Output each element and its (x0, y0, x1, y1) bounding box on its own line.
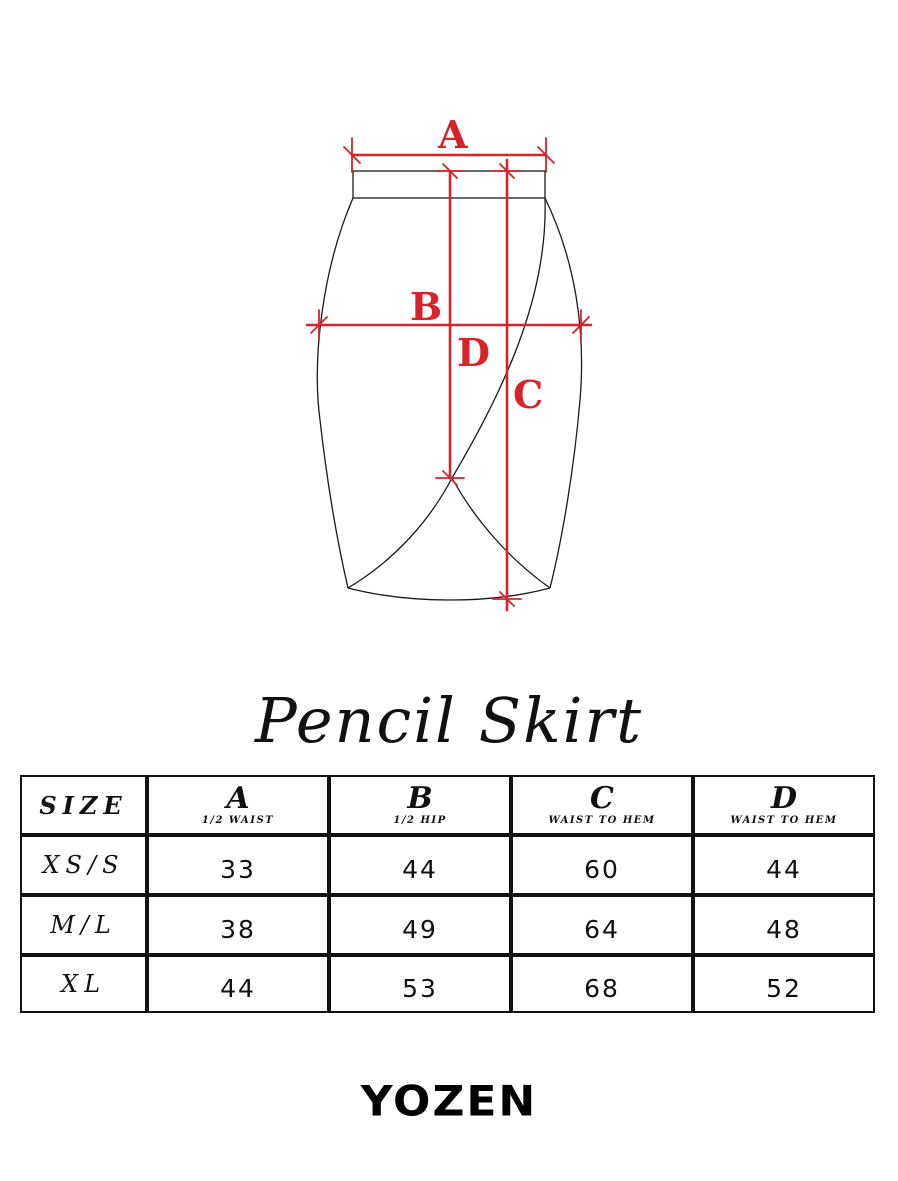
column-c-desc: WAIST TO HEM (548, 814, 656, 826)
cell-value: 38 (147, 895, 329, 955)
cell-value: 53 (329, 955, 511, 1013)
column-header-a (147, 775, 329, 835)
size-chart-table (20, 775, 875, 1013)
column-d-desc: WAIST TO HEM (730, 814, 838, 826)
brand-logo: YOZEN (360, 1077, 538, 1126)
column-header-d (693, 775, 875, 835)
wrap-line-left (348, 478, 452, 588)
size-column-header (20, 775, 147, 835)
column-b-letter: B (407, 780, 433, 816)
cell-value: 64 (511, 895, 693, 955)
row-size-label: XS/S (20, 835, 147, 895)
cell-value: 48 (693, 895, 875, 955)
cell-value: 44 (147, 955, 329, 1013)
column-a-letter: A (226, 780, 250, 816)
row-size-label: XL (20, 955, 147, 1013)
column-c-letter: C (590, 780, 614, 816)
label-d: D (457, 330, 490, 375)
column-b-desc: 1/2 HIP (393, 814, 447, 826)
cell-value: 60 (511, 835, 693, 895)
label-c: C (513, 372, 544, 417)
column-header-c (511, 775, 693, 835)
label-b: B (410, 284, 443, 329)
cell-value: 49 (329, 895, 511, 955)
measure-a-waist (344, 112, 554, 172)
table-row (20, 835, 875, 895)
label-a: A (438, 112, 468, 157)
table-row (20, 955, 875, 1013)
measure-c (493, 160, 543, 610)
wrap-line-right (452, 478, 550, 588)
table-header-row (20, 775, 875, 835)
cell-value: 52 (693, 955, 875, 1013)
cell-value: 33 (147, 835, 329, 895)
skirt-left-side (317, 198, 353, 588)
column-header-b (329, 775, 511, 835)
cell-value: 44 (329, 835, 511, 895)
row-size-label: M/L (20, 895, 147, 955)
skirt-right-side (545, 198, 582, 588)
cell-value: 68 (511, 955, 693, 1013)
product-title: Pencil Skirt (254, 684, 644, 757)
size-header-label: SIZE (39, 790, 128, 820)
column-a-desc: 1/2 WAIST (201, 814, 275, 826)
table-row (20, 895, 875, 955)
cell-value: 44 (693, 835, 875, 895)
column-d-letter: D (770, 780, 797, 816)
